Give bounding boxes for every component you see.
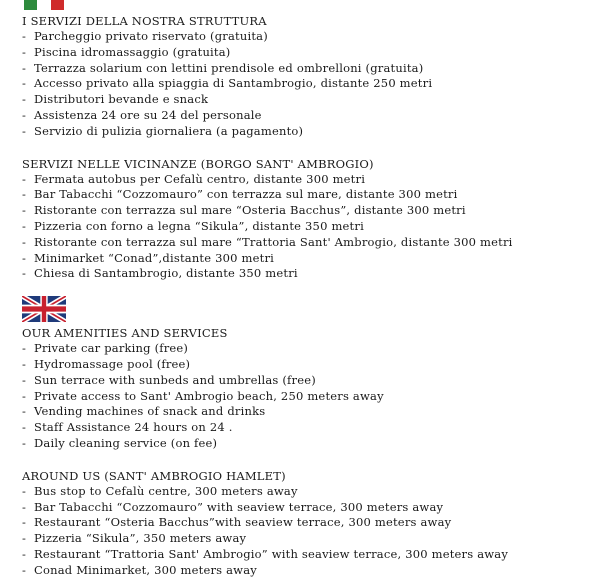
list-item: - Ristorante con terrazza sul mare “Osteria Bacchus”, distante 300 metri bbox=[22, 203, 466, 218]
flag-stripe-green bbox=[24, 0, 37, 10]
list-item: - Distributori bevande e snack bbox=[22, 92, 209, 107]
italian-flag-icon bbox=[24, 0, 64, 10]
english-nearby-list bbox=[22, 484, 589, 579]
list-item: - Piscina idromassaggio (gratuita) bbox=[22, 44, 231, 59]
list-item: - Vending machines of snack and drinks bbox=[22, 404, 266, 419]
uk-flag-icon bbox=[22, 296, 66, 322]
list-item: - Ristorante con terrazza sul mare “Trattoria Sant' Ambrogio, distante 300 metri bbox=[22, 234, 513, 249]
list-item: - Assistenza 24 ore su 24 del personale bbox=[22, 107, 262, 122]
list-item: - Restaurant “Osteria Bacchus”with seaview terrace, 300 meters away bbox=[22, 515, 452, 530]
list-item: - Restaurant “Trattoria Sant' Ambrogio” with seaview terrace, 300 meters away bbox=[22, 546, 509, 561]
italian-amenities-title: I SERVIZI DELLA NOSTRA STRUTTURA bbox=[22, 14, 267, 28]
spacer bbox=[22, 140, 589, 156]
english-nearby-title: AROUND US (SANT' AMBROGIO HAMLET) bbox=[22, 468, 286, 483]
flag-stripe-white bbox=[37, 0, 50, 10]
list-item: - Staff Assistance 24 hours on 24 . bbox=[22, 420, 233, 435]
uk-flag-graphic bbox=[22, 296, 66, 322]
document bbox=[22, 0, 589, 579]
list-item: - Hydromassage pool (free) bbox=[22, 356, 191, 371]
list-item: - Sun terrace with sunbeds and umbrellas (free) bbox=[22, 372, 316, 387]
spacer bbox=[22, 452, 589, 468]
list-item: - Conad Minimarket, 300 meters away bbox=[22, 562, 257, 577]
list-item: - Bar Tabacchi “Cozzomauro” con terrazza sul mare, distante 300 metri bbox=[22, 187, 458, 202]
list-item: - Bus stop to Cefalù centre, 300 meters away bbox=[22, 483, 298, 498]
list-item: - Chiesa di Santambrogio, distante 350 metri bbox=[22, 266, 298, 281]
italian-amenities-list bbox=[22, 29, 589, 140]
list-item: - Pizzeria con forno a legna “Sikula”, distante 350 metri bbox=[22, 218, 364, 233]
italian-nearby-title: SERVIZI NELLE VICINANZE (BORGO SANT' AMBROGIO) bbox=[22, 156, 374, 171]
list-item: - Servizio di pulizia giornaliera (a pagamento) bbox=[22, 123, 304, 138]
english-amenities-list bbox=[22, 341, 589, 452]
italian-nearby-list bbox=[22, 172, 589, 283]
list-item: - Parcheggio privato riservato (gratuita) bbox=[22, 29, 268, 43]
flag-stripe-red bbox=[51, 0, 64, 10]
list-item: - Private access to Sant' Ambrogio beach, 250 meters away bbox=[22, 388, 384, 403]
list-item: - Bar Tabacchi “Cozzomauro” with seaview terrace, 300 meters away bbox=[22, 499, 444, 514]
list-item: - Accesso privato alla spiaggia di Santambrogio, distante 250 metri bbox=[22, 76, 433, 91]
list-item: - Minimarket “Conad”,distante 300 metri bbox=[22, 250, 275, 265]
list-item: - Private car parking (free) bbox=[22, 341, 189, 356]
english-amenities-title: OUR AMENITIES AND SERVICES bbox=[22, 326, 228, 341]
list-item: - Fermata autobus per Cefalù centro, distante 300 metri bbox=[22, 171, 366, 186]
list-item: - Terrazza solarium con lettini prendisole ed ombrelloni (gratuita) bbox=[22, 60, 424, 75]
list-item: - Pizzeria “Sikula”, 350 meters away bbox=[22, 531, 247, 546]
list-item: - Daily cleaning service (on fee) bbox=[22, 435, 218, 450]
